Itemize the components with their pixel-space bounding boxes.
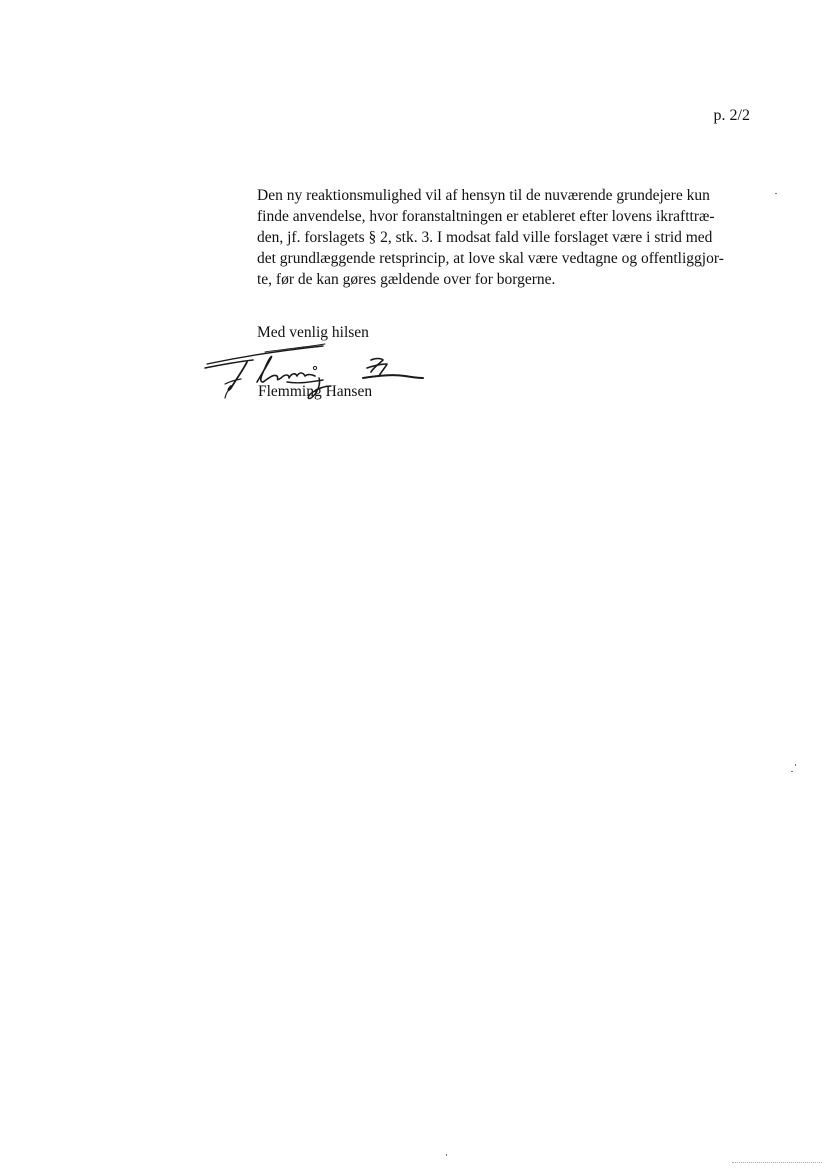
paragraph-line: Den ny reaktionsmulighed vil af hensyn til de nuværende grundejere kun: [257, 187, 710, 204]
paragraph-line: den, jf. forslagets § 2, stk. 3. I modsat fald ville forslaget være i strid med: [257, 229, 713, 246]
signer-name: Flemming Hansen: [258, 383, 373, 400]
handwritten-signature: [195, 338, 430, 408]
scan-speck: [775, 193, 777, 194]
scan-speck: [795, 764, 796, 766]
scan-speck: [446, 1154, 447, 1156]
page-number: p. 2/2: [713, 107, 750, 124]
body-paragraph: [257, 185, 757, 290]
paragraph-line: det grundlæggende retsprincip, at love skal være vedtagne og offentliggjor-: [257, 250, 724, 267]
paragraph-line: finde anvendelse, hvor foranstaltningen er etableret efter lovens ikrafttræ-: [257, 208, 715, 225]
scan-edge-dots: [732, 1162, 822, 1165]
closing-salutation: Med venlig hilsen: [257, 324, 369, 341]
scan-speck: [791, 771, 793, 772]
paragraph-line: te, før de kan gøres gældende over for borgerne.: [257, 271, 556, 288]
